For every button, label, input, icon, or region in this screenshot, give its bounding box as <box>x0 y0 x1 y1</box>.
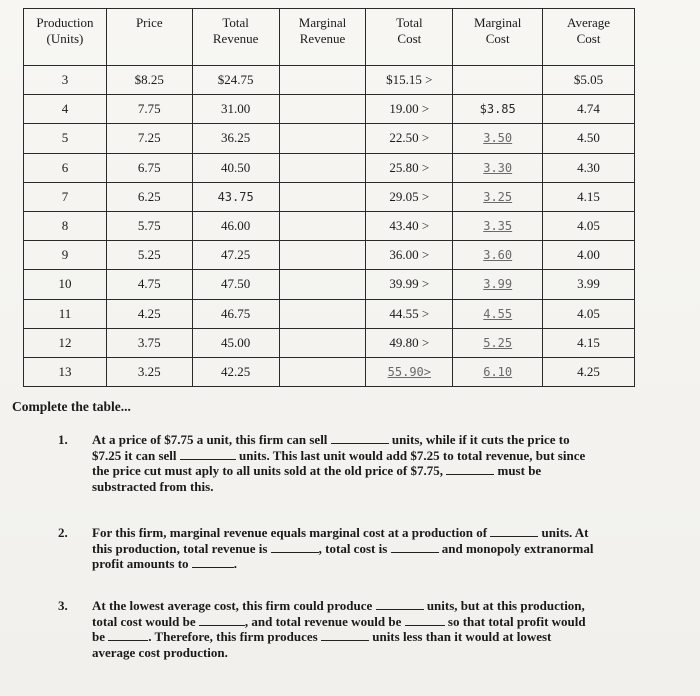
cell-marginal-revenue[interactable] <box>279 241 366 270</box>
header-total-cost: Total Cost <box>366 9 453 66</box>
cell-average-cost: $5.05 <box>543 66 635 95</box>
table-row <box>24 270 635 299</box>
cell-average-cost: 4.30 <box>543 153 635 182</box>
q1-text: the price cut must aply to all units sold at the old price of $7.75, <box>92 463 443 478</box>
q1-text: units, while if it cuts the price to <box>391 432 570 447</box>
cell-units: 13 <box>24 357 107 386</box>
header-total-revenue: Total Revenue <box>192 9 279 66</box>
cell-units: 9 <box>24 241 107 270</box>
q1-text: units. This last unit would add $7.25 to total revenue, but since <box>239 447 586 463</box>
q2-text: , total cost is <box>318 540 388 556</box>
table-row <box>24 357 635 386</box>
table-header-row <box>24 9 635 66</box>
cell-units: 4 <box>24 95 107 124</box>
q2-blank-production[interactable] <box>490 525 538 537</box>
cell-average-cost: 4.15 <box>543 328 635 357</box>
q2-blank-total-revenue[interactable] <box>271 541 319 553</box>
cell-average-cost: 4.00 <box>543 241 635 270</box>
header-production-units: Production (Units) <box>24 9 107 66</box>
q3-text: . Therefore, this firm produces <box>148 629 318 644</box>
header-price: Price <box>106 9 192 66</box>
q2-blank-total-cost[interactable] <box>391 541 439 553</box>
cell-marginal-cost: 3.99 <box>453 270 543 299</box>
cell-total-cost: 39.99 > <box>366 270 453 299</box>
cell-marginal-revenue[interactable] <box>279 153 366 182</box>
cell-total-revenue: 46.75 <box>192 299 279 328</box>
q3-blank-units-less[interactable] <box>321 629 369 641</box>
cell-units: 11 <box>24 299 107 328</box>
q3-text: be <box>92 629 105 644</box>
q3-text: average cost production. <box>92 644 228 660</box>
q2-blank-profit[interactable] <box>192 556 234 568</box>
cell-marginal-cost: $3.85 <box>453 95 543 124</box>
cell-units: 10 <box>24 270 107 299</box>
cell-average-cost: 4.25 <box>543 357 635 386</box>
cell-marginal-revenue[interactable] <box>279 95 366 124</box>
cell-price: 3.75 <box>106 328 192 357</box>
cell-marginal-cost <box>453 66 543 95</box>
cell-average-cost: 4.05 <box>543 211 635 240</box>
cell-total-revenue: 31.00 <box>192 95 279 124</box>
q2-text: and monopoly extranormal <box>441 540 594 556</box>
q3-text: units less than it would at lowest <box>372 629 552 644</box>
table-row <box>24 241 635 270</box>
cell-marginal-revenue[interactable] <box>279 66 366 95</box>
table-row <box>24 211 635 240</box>
header-average-cost: Average Cost <box>543 9 635 66</box>
cell-price: 4.75 <box>106 270 192 299</box>
cell-total-revenue: 45.00 <box>192 328 279 357</box>
cell-units: 12 <box>24 328 107 357</box>
table-row <box>24 328 635 357</box>
cell-marginal-revenue[interactable] <box>279 124 366 153</box>
cell-total-revenue: 46.00 <box>192 211 279 240</box>
q3-text: At the lowest average cost, this firm could produce <box>92 598 373 613</box>
cell-total-revenue: 47.50 <box>192 270 279 299</box>
q3-text: , and total revenue would be <box>244 613 402 629</box>
cell-marginal-cost: 3.30 <box>453 153 543 182</box>
cell-marginal-revenue[interactable] <box>279 270 366 299</box>
q1-text: must be <box>497 463 542 478</box>
question-1 <box>58 432 638 502</box>
question-2 <box>58 525 638 575</box>
cell-price: 7.75 <box>106 95 192 124</box>
q3-blank-total-revenue[interactable] <box>405 614 445 626</box>
cell-total-revenue: 40.50 <box>192 153 279 182</box>
q3-blank-profit[interactable] <box>108 629 148 641</box>
q2-text: units. At <box>541 525 589 540</box>
header-marginal-cost: Marginal Cost <box>453 9 543 66</box>
cell-total-cost: 36.00 > <box>366 241 453 270</box>
cell-units: 7 <box>24 182 107 211</box>
cell-marginal-cost: 3.25 <box>453 182 543 211</box>
cell-units: 8 <box>24 211 107 240</box>
cell-marginal-revenue[interactable] <box>279 211 366 240</box>
q1-text: substracted from this. <box>92 478 214 494</box>
cell-average-cost: 3.99 <box>543 270 635 299</box>
cell-marginal-revenue[interactable] <box>279 182 366 211</box>
q1-blank-units-at-725[interactable] <box>180 448 236 460</box>
q3-blank-units[interactable] <box>376 598 424 610</box>
q1-blank-units-at-775[interactable] <box>331 432 389 444</box>
instruction-text: Complete the table... <box>12 399 131 414</box>
q2-text: this production, total revenue is <box>92 540 268 556</box>
cell-price: 6.25 <box>106 182 192 211</box>
question-3 <box>58 598 638 668</box>
cell-price: 3.25 <box>106 357 192 386</box>
cell-marginal-cost: 4.55 <box>453 299 543 328</box>
cell-total-cost: 44.55 > <box>366 299 453 328</box>
question-1-number: 1. <box>58 432 68 447</box>
question-3-number: 3. <box>58 598 68 613</box>
cell-marginal-cost: 3.60 <box>453 241 543 270</box>
cell-units: 3 <box>24 66 107 95</box>
table-row <box>24 299 635 328</box>
cell-total-cost: 29.05 > <box>366 182 453 211</box>
cell-units: 6 <box>24 153 107 182</box>
cell-price: $8.25 <box>106 66 192 95</box>
cell-marginal-cost: 3.50 <box>453 124 543 153</box>
table-row <box>24 182 635 211</box>
cell-marginal-cost: 3.35 <box>453 211 543 240</box>
cell-total-cost: 19.00 > <box>366 95 453 124</box>
cell-average-cost: 4.74 <box>543 95 635 124</box>
cell-price: 4.25 <box>106 299 192 328</box>
cell-total-revenue: $24.75 <box>192 66 279 95</box>
cell-total-cost: 22.50 > <box>366 124 453 153</box>
table-row <box>24 66 635 95</box>
table-row <box>24 153 635 182</box>
cell-average-cost: 4.15 <box>543 182 635 211</box>
cell-marginal-revenue[interactable] <box>279 299 366 328</box>
cell-price: 6.75 <box>106 153 192 182</box>
cell-total-cost: 55.90> <box>366 357 453 386</box>
cell-total-cost: 43.40 > <box>366 211 453 240</box>
cell-average-cost: 4.05 <box>543 299 635 328</box>
table-row <box>24 95 635 124</box>
cell-marginal-cost: 5.25 <box>453 328 543 357</box>
q1-blank-loss-amount[interactable] <box>446 463 494 475</box>
q3-text: total cost would be <box>92 613 196 629</box>
cell-total-revenue: 42.25 <box>192 357 279 386</box>
cell-total-revenue: 36.25 <box>192 124 279 153</box>
q3-blank-total-cost[interactable] <box>199 614 245 626</box>
q2-text: For this firm, marginal revenue equals marginal cost at a production of <box>92 525 488 540</box>
cell-total-cost: $15.15 > <box>366 66 453 95</box>
cell-price: 7.25 <box>106 124 192 153</box>
cell-average-cost: 4.50 <box>543 124 635 153</box>
question-2-number: 2. <box>58 525 68 540</box>
q2-text: profit amounts to <box>92 556 189 571</box>
cell-price: 5.25 <box>106 241 192 270</box>
cell-marginal-revenue[interactable] <box>279 357 366 386</box>
cell-units: 5 <box>24 124 107 153</box>
table-row <box>24 124 635 153</box>
cost-revenue-table <box>23 8 635 387</box>
cell-marginal-cost: 6.10 <box>453 357 543 386</box>
q1-text: $7.25 it can sell <box>92 447 177 463</box>
header-marginal-revenue: Marginal Revenue <box>279 9 366 66</box>
q2-text: . <box>233 556 238 571</box>
q1-text: At a price of $7.75 a unit, this firm can sell <box>92 432 328 447</box>
cell-price: 5.75 <box>106 211 192 240</box>
cell-total-revenue: 47.25 <box>192 241 279 270</box>
cell-total-revenue: 43.75 <box>192 182 279 211</box>
cell-total-cost: 25.80 > <box>366 153 453 182</box>
cell-marginal-revenue[interactable] <box>279 328 366 357</box>
cell-total-cost: 49.80 > <box>366 328 453 357</box>
q3-text: so that total profit would <box>447 613 586 629</box>
q3-text: units, but at this production, <box>426 598 585 613</box>
